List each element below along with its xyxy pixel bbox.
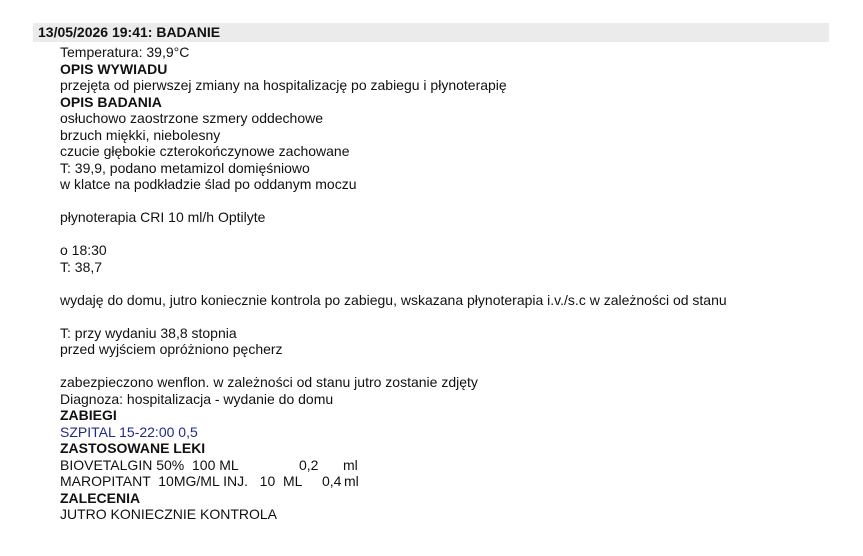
interview-text: przejęta od pierwszej zmiany na hospitalizację po zabiegu i płynoterapię [60,77,507,93]
recommendations-text: JUTRO KONIECZNIE KONTROLA [60,506,278,522]
exam-line: T: 39,9, podano metamizol domięśniowo [60,159,310,176]
spacer [60,358,850,375]
exam-line: brzuch miękki, niebolesny [60,126,221,143]
medication-dose: 0,2 [299,456,319,473]
bladder-line: przed wyjściem opróżniono pęcherz [60,341,283,357]
interview-heading: OPIS WYWIADU [60,60,168,77]
examination-heading: OPIS BADANIA [60,93,162,110]
medication-row [60,457,850,474]
medication-name: BIOVETALGIN 50% 100 ML [60,456,239,473]
recommendations-heading: ZALECENIA [60,489,141,506]
spacer [60,226,850,243]
exam-line: osłuchowo zaostrzone szmery oddechowe [60,110,324,126]
exam-line: w klatce na podkładzie ślad po oddanym moczu [60,176,357,192]
fluids-line: płynoterapia CRI 10 ml/h Optilyte [60,209,266,225]
wenflon-line: zabezpieczono wenflon. w zależności od stanu jutro zostanie zdjęty [60,374,478,390]
discharge-line: wydaję do domu, jutro koniecznie kontrola po zabiegu, wskazana płynoterapia i.v./s.c w zależności od stanu [60,291,727,308]
time-line: o 18:30 [60,242,107,258]
record-title: BADANIE [156,24,221,40]
medications-heading: ZASTOSOWANE LEKI [60,440,206,456]
temperature-discharge-line: T: przy wydaniu 38,8 stopnia [60,324,237,341]
record-datetime: 13/05/2026 19:41: [38,24,153,40]
medication-unit: ml [343,456,358,473]
exam-line: czucie głębokie czterokończynowe zachowane [60,143,350,159]
spacer [60,308,850,325]
record-content [60,44,850,523]
procedures-heading: ZABIEGI [60,407,117,423]
record-header [33,23,829,42]
medication-dose: 0,4 [322,473,342,489]
spacer [60,275,850,292]
spacer [60,193,850,210]
diagnosis-line: Diagnoza: hospitalizacja - wydanie do domu [60,390,334,407]
temperature-line: Temperatura: 39,9°C [60,44,190,60]
medication-unit: ml [344,473,359,489]
procedure-item: SZPITAL 15-22:00 0,5 [60,423,198,440]
medication-name: MAROPITANT 10MG/ML INJ. 10 ML [60,473,303,489]
medication-row [60,473,850,490]
temperature-second-line: T: 38,7 [60,258,103,275]
